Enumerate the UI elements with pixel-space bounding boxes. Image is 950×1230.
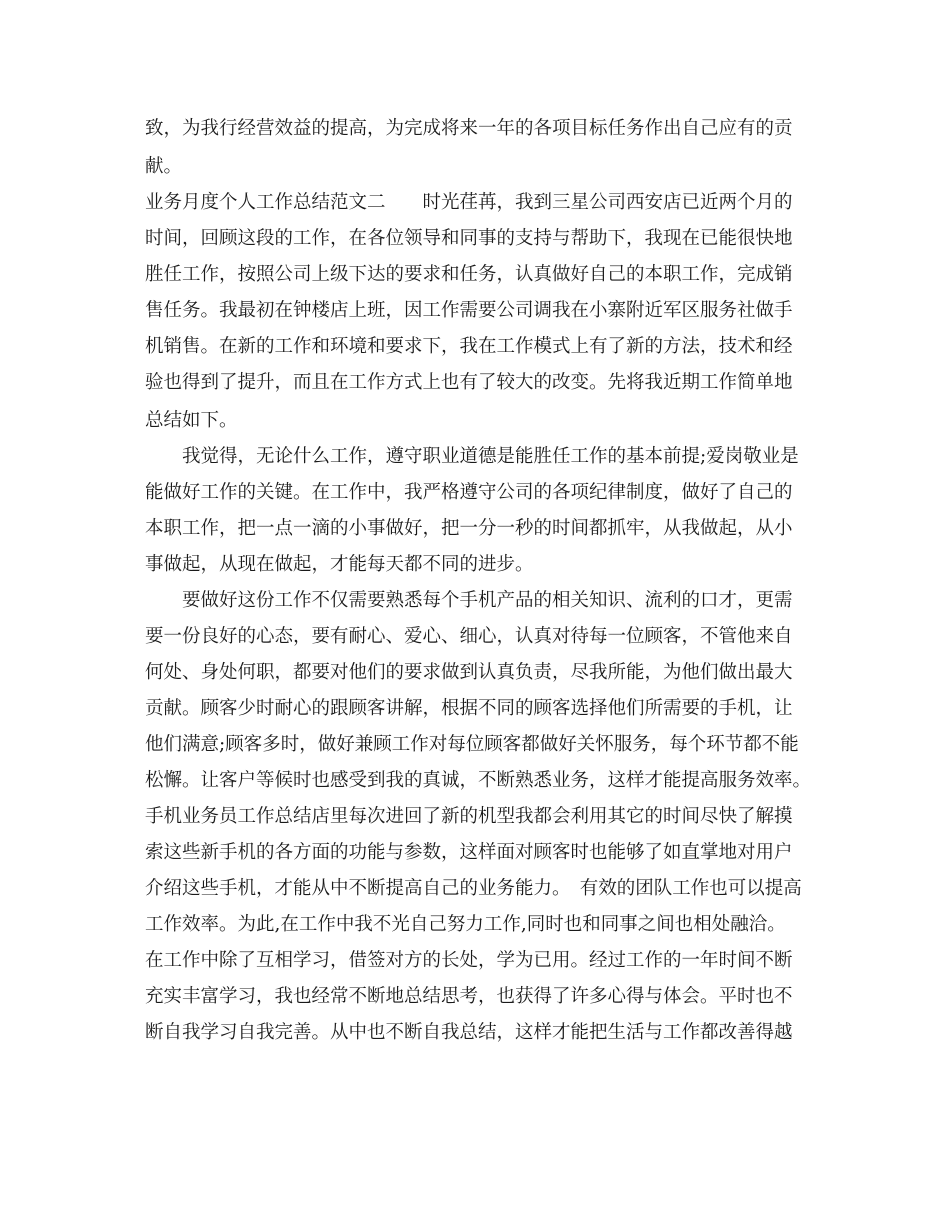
text-line: 要一份良好的心态，要有耐心、爱心、细心，认真对待每一位顾客，不管他来自 xyxy=(145,626,793,647)
text-line: 验也得到了提升，而且在工作方式上也有了较大的改变。先将我近期工作简单地 xyxy=(145,372,793,393)
text-line: 何处、身处何职，都要对他们的要求做到认真负责，尽我所能，为他们做出最大 xyxy=(145,662,793,683)
text-line: 致，为我行经营效益的提高，为完成将来一年的各项目标任务作出自己应有的贡 xyxy=(145,118,793,139)
text-line: 介绍这些手机，才能从中不断提高自己的业务能力。 有效的团队工作也可以提高 xyxy=(145,878,802,899)
text-line: 售任务。我最初在钟楼店上班，因工作需要公司调我在小寨附近军区服务社做手 xyxy=(145,300,793,321)
text-line: 胜任工作，按照公司上级下达的要求和任务，认真做好自己的本职工作，完成销 xyxy=(145,264,793,285)
text-line: 能做好工作的关键。在工作中，我严格遵守公司的各项纪律制度，做好了自己的 xyxy=(145,482,793,503)
text-line: 总结如下。 xyxy=(145,410,238,431)
text-line: 时间，回顾这段的工作，在各位领导和同事的支持与帮助下，我现在已能很快地 xyxy=(145,228,793,249)
text-line: 松懈。让客户等候时也感受到我的真诚，不断熟悉业务，这样才能提高服务效率。 xyxy=(145,770,812,791)
text-line: 贡献。顾客少时耐心的跟顾客讲解，根据不同的顾客选择他们所需要的手机，让 xyxy=(145,698,793,719)
text-line: 献。 xyxy=(145,156,183,177)
text-line: 在工作中除了互相学习，借签对方的长处，学为已用。经过工作的一年时间不断 xyxy=(145,950,793,971)
text-line: 断自我学习自我完善。从中也不断自我总结，这样才能把生活与工作都改善得越 xyxy=(145,1022,793,1043)
text-line: 工作效率。为此,在工作中我不光自己努力工作,同时也和同事之间也相处融洽。 xyxy=(145,914,786,935)
text-line: 充实丰富学习，我也经常不断地总结思考，也获得了许多心得与体会。平时也不 xyxy=(145,986,793,1007)
text-line: 本职工作，把一点一滴的小事做好，把一分一秒的时间都抓牢，从我做起，从小 xyxy=(145,518,793,539)
text-line: 业务月度个人工作总结范文二 时光荏苒，我到三星公司西安店已近两个月的 xyxy=(145,192,793,213)
text-line: 要做好这份工作不仅需要熟悉每个手机产品的相关知识、流利的口才，更需 xyxy=(145,590,793,611)
text-line: 机销售。在新的工作和环境和要求下，我在工作模式上有了新的方法，技术和经 xyxy=(145,336,793,357)
text-line: 我觉得，无论什么工作，遵守职业道德是能胜任工作的基本前提;爱岗敬业是 xyxy=(145,446,799,467)
text-line: 事做起，从现在做起，才能每天都不同的进步。 xyxy=(145,554,534,575)
text-line: 手机业务员工作总结店里每次进回了新的机型我都会利用其它的时间尽快了解摸 xyxy=(145,806,793,827)
text-line: 他们满意;顾客多时，做好兼顾工作对每位顾客都做好关怀服务，每个环节都不能 xyxy=(145,734,799,755)
text-line: 索这些新手机的各方面的功能与参数，这样面对顾客时也能够了如直掌地对用户 xyxy=(145,842,793,863)
